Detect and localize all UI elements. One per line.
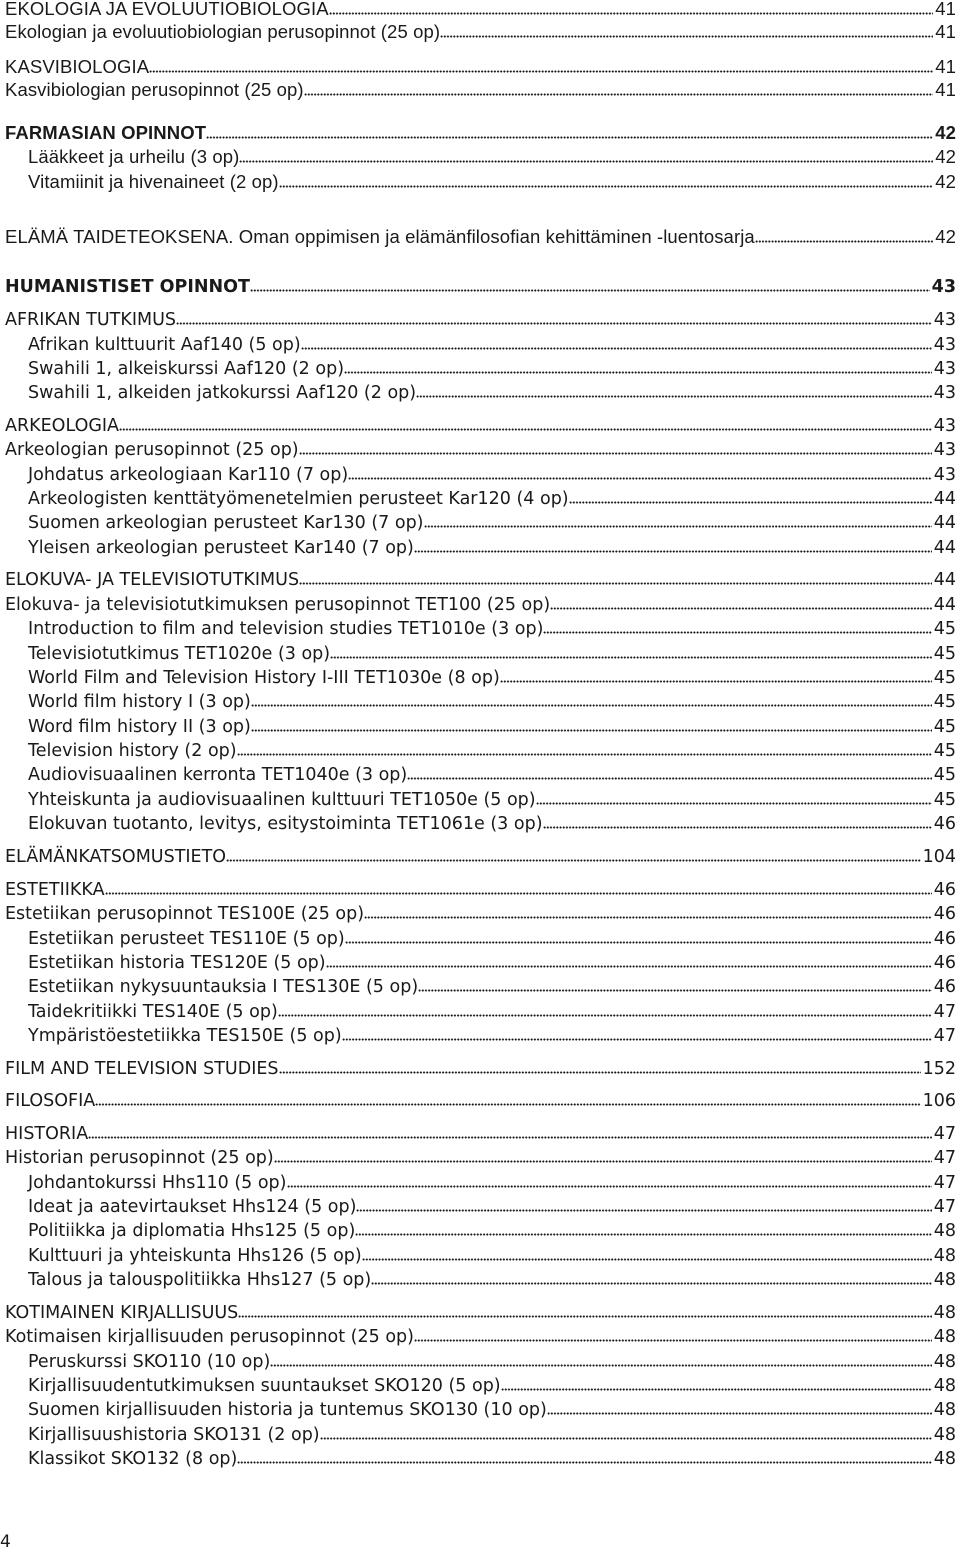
toc-entry-page: 48 [933, 1425, 956, 1445]
dot-leader [320, 1437, 932, 1440]
dot-leader [362, 1258, 932, 1261]
toc-entry-page: 45 [933, 619, 956, 639]
dot-leader [500, 680, 932, 683]
dot-leader [543, 631, 931, 634]
toc-entry-label: Televisiotutkimus TET1020e (3 op) [28, 644, 331, 664]
toc-entry-page: 48 [933, 1303, 956, 1323]
dot-leader [543, 826, 932, 829]
toc-entry [0, 1423, 956, 1447]
dot-leader [329, 12, 934, 15]
toc-entry-page: 43 [933, 440, 956, 460]
toc-entry-label: Suomen arkeologian perusteet Kar130 (7 op) [28, 513, 424, 533]
toc-entry [0, 1325, 956, 1349]
toc-entry-label: Johdatus arkeologiaan Kar110 (7 op) [28, 465, 349, 485]
toc-entry [0, 1219, 956, 1243]
toc-entry [0, 20, 956, 44]
toc-entry [0, 878, 956, 902]
toc-entry-page: 44 [933, 595, 956, 615]
toc-entry-page: 46 [933, 880, 956, 900]
dot-leader [237, 1461, 931, 1464]
toc-entry-label: Word film history II (3 op) [28, 717, 251, 737]
toc-entry [0, 1171, 956, 1195]
toc-entry-page: 48 [933, 1352, 956, 1372]
toc-entry-page: 45 [933, 644, 956, 664]
toc-entry-label: Estetiikan perusteet TES110E (5 op) [28, 929, 345, 949]
toc-entry [0, 487, 956, 511]
toc-entry [0, 593, 956, 617]
toc-entry-label: Lääkkeet ja urheilu (3 op) [28, 146, 240, 167]
toc-entry-label: Kotimaisen kirjallisuuden perusopinnot (25 op) [5, 1327, 414, 1347]
toc-entry [0, 1122, 956, 1146]
toc-entry [0, 951, 956, 975]
toc-entry [0, 666, 956, 690]
toc-entry-label: ARKEOLOGIA [5, 416, 120, 436]
dot-leader [119, 428, 932, 431]
toc-entry [0, 642, 956, 666]
toc-entry-label: ELÄMÄ TAIDETEOKSENA. Oman oppimisen ja elämänfilosofian kehittäminen -luentosarja [5, 226, 755, 247]
toc-entry [0, 463, 956, 487]
toc-entry-label: KOTIMAINEN KIRJALLISUUS [5, 1303, 239, 1323]
toc-entry-page: 106 [922, 1091, 956, 1111]
toc-entry [0, 1398, 956, 1422]
toc-entry-page: 48 [933, 1400, 956, 1420]
toc-entry [0, 1301, 956, 1325]
toc-entry [0, 617, 956, 641]
toc-entry-page: 48 [933, 1221, 956, 1241]
dot-leader [364, 916, 932, 919]
toc-entry-label: KASVIBIOLOGIA [5, 56, 150, 77]
dot-leader [237, 753, 932, 756]
toc-entry-page: 41 [935, 56, 956, 77]
toc-entry-page: 43 [933, 310, 956, 330]
dot-leader [105, 892, 932, 895]
toc-entry-label: HISTORIA [5, 1124, 89, 1144]
toc-entry-page: 45 [933, 765, 956, 785]
toc-entry [0, 1000, 956, 1024]
toc-entry-page: 45 [933, 668, 956, 688]
dot-leader [279, 185, 934, 188]
dot-leader [501, 1388, 932, 1391]
toc-entry [0, 739, 956, 763]
toc-entry-page: 42 [935, 226, 956, 247]
toc-entry-label: Kirjallisuudentutkimuksen suuntaukset SKO120 (5 op) [28, 1376, 501, 1396]
toc-entry-page: 41 [935, 79, 956, 100]
toc-entry-label: Kulttuuri ja yhteiskunta Hhs126 (5 op) [28, 1246, 362, 1266]
toc-entry-page: 48 [933, 1449, 956, 1469]
toc-entry-page: 42 [935, 122, 956, 143]
toc-entry-label: Yleisen arkeologian perusteet Kar140 (7 op) [28, 538, 414, 558]
dot-leader [440, 35, 933, 38]
toc-entry-label: HUMANISTISET OPINNOT [5, 277, 250, 297]
toc-entry-label: Estetiikan perusopinnot TES100E (25 op) [5, 904, 365, 924]
toc-entry [0, 275, 956, 299]
toc-entry [0, 1374, 956, 1398]
dot-leader [251, 704, 932, 707]
toc-entry-label: Suomen kirjallisuuden historia ja tuntemus SKO130 (10 op) [28, 1400, 547, 1420]
toc-entry [0, 1146, 956, 1170]
toc-entry-label: World film history I (3 op) [28, 692, 251, 712]
toc-entry [0, 1024, 956, 1048]
dot-leader [345, 941, 932, 944]
dot-leader [279, 1071, 921, 1074]
dot-leader [330, 656, 932, 659]
toc-entry-label: Yhteiskunta ja audiovisuaalinen kulttuuri TET1050e (5 op) [28, 790, 536, 810]
toc-entry-page: 47 [933, 1148, 956, 1168]
toc-entry-page: 46 [933, 929, 956, 949]
dot-leader [356, 1209, 931, 1212]
toc-entry-label: FILOSOFIA [5, 1091, 96, 1111]
toc-entry-page: 48 [933, 1246, 956, 1266]
dot-leader [355, 1233, 931, 1236]
toc-entry-label: Introduction to film and television studies TET1010e (3 op) [28, 619, 544, 639]
dot-leader [278, 1014, 932, 1017]
toc-entry-page: 43 [933, 359, 956, 379]
toc-entry-page: 47 [933, 1173, 956, 1193]
toc-entry-label: Ideat ja aatevirtaukset Hhs124 (5 op) [28, 1197, 357, 1217]
dot-leader [547, 1412, 932, 1415]
toc-entry-page: 44 [933, 489, 956, 509]
toc-entry [0, 308, 956, 332]
toc-entry [0, 225, 956, 249]
toc-entry-label: Ympäristöestetiikka TES150E (5 op) [28, 1026, 342, 1046]
dot-leader [299, 452, 932, 455]
toc-entry-page: 48 [933, 1376, 956, 1396]
dot-leader [344, 371, 932, 374]
toc-entry-label: Ekologian ja evoluutiobiologian perusopinnot (25 op) [5, 21, 441, 42]
toc-entry [0, 333, 956, 357]
toc-entry-page: 46 [933, 953, 956, 973]
toc-entry-page: 43 [933, 465, 956, 485]
toc-entry-label: Estetiikan nykysuuntauksia I TES130E (5 op) [28, 977, 419, 997]
toc-entry [0, 1268, 956, 1292]
toc-entry [0, 715, 956, 739]
toc-entry-label: World Film and Television History I-III TET1030e (8 op) [28, 668, 500, 688]
toc-entry-page: 48 [933, 1327, 956, 1347]
dot-leader [95, 1103, 920, 1106]
dot-leader [149, 70, 933, 73]
toc-entry [0, 381, 956, 405]
toc-entry [0, 1350, 956, 1374]
toc-entry-page: 46 [933, 977, 956, 997]
toc-entry-page: 104 [922, 847, 956, 867]
dot-leader [238, 1315, 931, 1318]
toc-entry-label: Historian perusopinnot (25 op) [5, 1148, 274, 1168]
toc-entry-page: 47 [933, 1002, 956, 1022]
toc-entry-page: 48 [933, 1270, 956, 1290]
dot-leader [418, 989, 932, 992]
dot-leader [424, 525, 932, 528]
dot-leader [88, 1136, 932, 1139]
dot-leader [414, 1339, 932, 1342]
toc-entry-page: 43 [933, 335, 956, 355]
toc-entry-page: 43 [933, 416, 956, 436]
toc-entry [0, 414, 956, 438]
toc-entry-label: Arkeologisten kenttätyömenetelmien perusteet Kar120 (4 op) [28, 489, 569, 509]
toc-entry [0, 763, 956, 787]
dot-leader [755, 240, 933, 243]
toc-entry-page: 47 [933, 1026, 956, 1046]
toc-entry [0, 690, 956, 714]
toc-entry-page: 43 [931, 277, 956, 297]
toc-entry-label: Kasvibiologian perusopinnot (25 op) [5, 79, 304, 100]
page-number: 4 [0, 1532, 11, 1552]
toc-entry [0, 1057, 956, 1081]
dot-leader [274, 1160, 932, 1163]
dot-leader [239, 160, 933, 163]
toc-entry-label: Vitamiinit ja hivenaineet (2 op) [28, 171, 279, 192]
toc-entry-label: AFRIKAN TUTKIMUS [5, 310, 176, 330]
dot-leader [287, 1185, 932, 1188]
toc-entry-label: EKOLOGIA JA EVOLUUTIOBIOLOGIA [5, 0, 329, 19]
toc-entry-page: 42 [935, 171, 956, 192]
toc-entry-page: 41 [935, 0, 956, 19]
toc-entry-page: 45 [933, 790, 956, 810]
toc-entry [0, 845, 956, 869]
toc-entry-label: Elokuva- ja televisiotutkimuksen perusopinnot TET100 (25 op) [5, 595, 551, 615]
dot-leader [176, 322, 932, 325]
toc-entry-page: 152 [922, 1059, 956, 1079]
toc-entry-page: 45 [933, 741, 956, 761]
toc-entry-page: 46 [933, 814, 956, 834]
toc-entry-label: Swahili 1, alkeiden jatkokurssi Aaf120 (2 op) [28, 383, 417, 403]
toc-entry [0, 511, 956, 535]
toc-entry [0, 78, 956, 102]
toc-entry [0, 788, 956, 812]
toc-entry-label: Swahili 1, alkeiskurssi Aaf120 (2 op) [28, 359, 345, 379]
toc-entry-page: 42 [935, 146, 956, 167]
toc-entry [0, 170, 956, 194]
toc-entry-page: 44 [933, 538, 956, 558]
dot-leader [270, 1364, 931, 1367]
toc-entry-label: Arkeologian perusopinnot (25 op) [5, 440, 299, 460]
toc-entry-label: Politiikka ja diplomatia Hhs125 (5 op) [28, 1221, 356, 1241]
toc-entry-page: 45 [933, 717, 956, 737]
dot-leader [301, 347, 932, 350]
dot-leader [371, 1282, 931, 1285]
toc-entry [0, 568, 956, 592]
toc-entry-label: FILM AND TELEVISION STUDIES [5, 1059, 279, 1079]
toc-entry [0, 145, 956, 169]
toc-entry-label: Afrikan kulttuurit Aaf140 (5 op) [28, 335, 301, 355]
toc-entry-page: 46 [933, 904, 956, 924]
toc-entry-page: 44 [933, 570, 956, 590]
toc-entry [0, 1244, 956, 1268]
toc-entry [0, 927, 956, 951]
toc-entry-label: ESTETIIKKA [5, 880, 105, 900]
dot-leader [342, 1038, 932, 1041]
dot-leader [226, 859, 921, 862]
dot-leader [304, 93, 934, 96]
toc-entry [0, 536, 956, 560]
toc-entry [0, 812, 956, 836]
toc-entry-label: Peruskurssi SKO110 (10 op) [28, 1352, 271, 1372]
toc-entry-page: 44 [933, 513, 956, 533]
toc-entry [0, 121, 956, 145]
dot-leader [414, 550, 932, 553]
toc-entry-page: 43 [933, 383, 956, 403]
toc-entry-label: Talous ja talouspolitiikka Hhs127 (5 op) [28, 1270, 372, 1290]
toc-entry-page: 47 [933, 1197, 956, 1217]
toc-entry [0, 55, 956, 79]
dot-leader [250, 289, 930, 292]
dot-leader [251, 729, 932, 732]
dot-leader [416, 395, 932, 398]
toc-entry-label: Elokuvan tuotanto, levitys, esitystoiminta TET1061e (3 op) [28, 814, 543, 834]
toc-entry [0, 0, 956, 21]
dot-leader [326, 965, 932, 968]
dot-leader [569, 501, 932, 504]
toc-entry [0, 1089, 956, 1113]
toc-entry-page: 47 [933, 1124, 956, 1144]
toc-entry-label: Kirjallisuushistoria SKO131 (2 op) [28, 1425, 320, 1445]
toc-entry [0, 1195, 956, 1219]
toc-entry-label: Johdantokurssi Hhs110 (5 op) [28, 1173, 287, 1193]
toc-entry-label: Klassikot SKO132 (8 op) [28, 1449, 238, 1469]
dot-leader [536, 802, 932, 805]
toc-entry-label: Estetiikan historia TES120E (5 op) [28, 953, 326, 973]
dot-leader [550, 607, 932, 610]
toc-entry [0, 1447, 956, 1471]
toc-entry-label: Taidekritiikki TES140E (5 op) [28, 1002, 278, 1022]
toc-entry-label: ELOKUVA- JA TELEVISIOTUTKIMUS [5, 570, 300, 590]
toc-entry [0, 438, 956, 462]
toc-entry [0, 902, 956, 926]
toc-entry-page: 45 [933, 692, 956, 712]
toc-entry-label: Television history (2 op) [28, 741, 237, 761]
toc-entry-label: ELÄMÄNKATSOMUSTIETO [5, 847, 227, 867]
dot-leader [206, 136, 933, 139]
dot-leader [348, 477, 932, 480]
toc-entry-label: Audiovisuaalinen kerronta TET1040e (3 op) [28, 765, 408, 785]
toc-entry-page: 41 [935, 21, 956, 42]
toc-entry [0, 975, 956, 999]
dot-leader [299, 582, 932, 585]
toc-entry-label: FARMASIAN OPINNOT [5, 122, 207, 143]
toc-entry [0, 357, 956, 381]
dot-leader [407, 777, 931, 780]
